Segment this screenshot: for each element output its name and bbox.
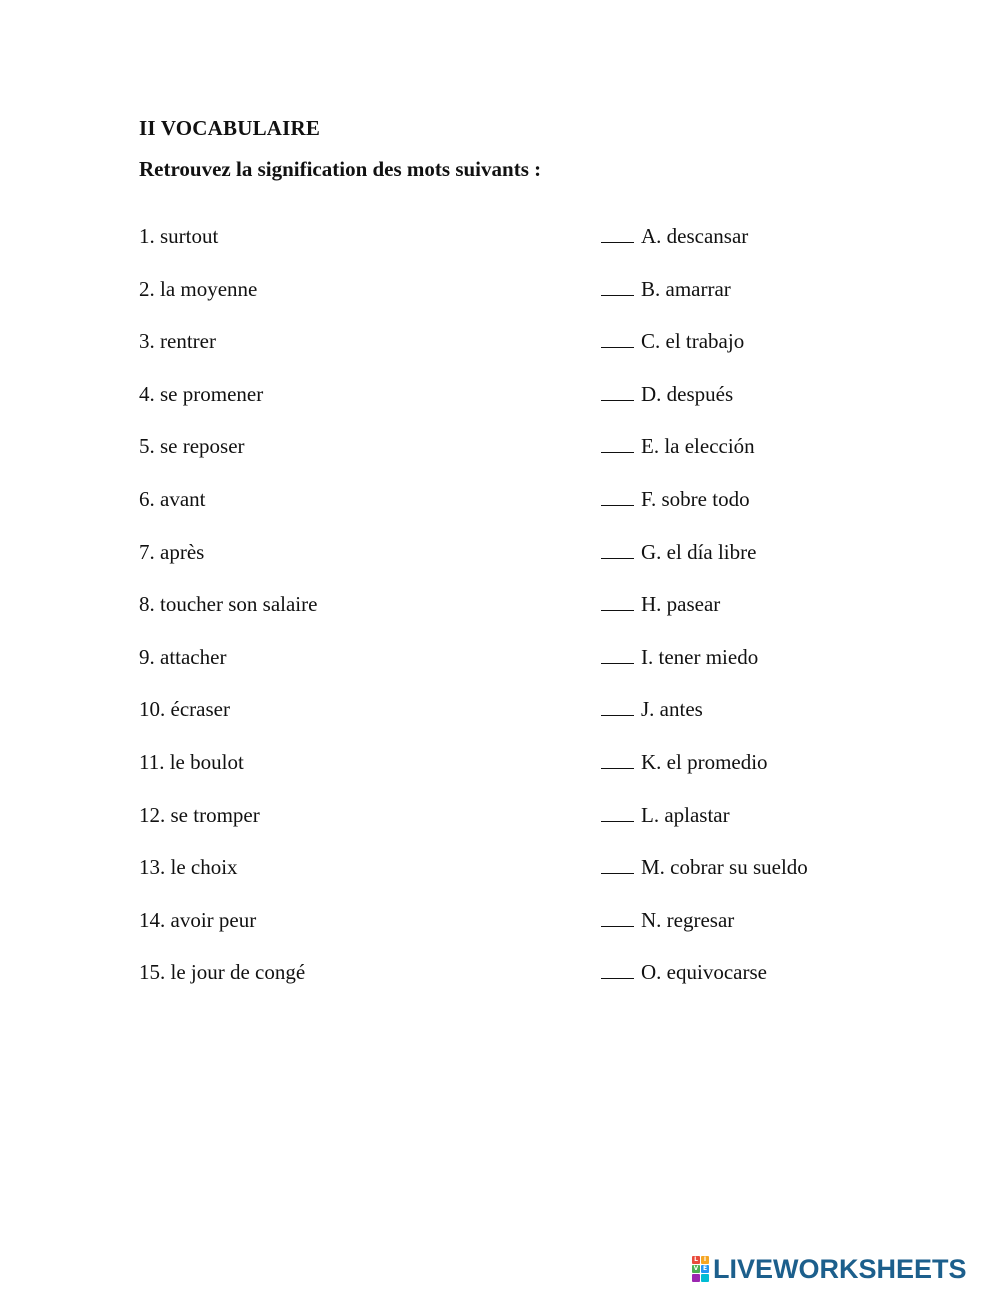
section-title: II VOCABULAIRE [139,116,321,140]
french-word-list [139,222,317,1011]
answer-blank[interactable] [601,224,634,243]
french-word-item: 3. rentrer [139,329,216,354]
answer-blank[interactable] [601,645,634,664]
answer-blank[interactable] [601,540,634,559]
liveworksheets-logo [692,1255,967,1283]
spanish-meaning-list [601,222,808,1011]
logo-text: LIVEWORKSHEETS [713,1253,967,1284]
french-word-item: 1. surtout [139,224,219,248]
answer-blank[interactable] [601,434,634,453]
french-word-item: 6. avant [139,486,206,511]
meaning-row [601,485,808,538]
meaning-text: F. sobre todo [641,486,750,511]
meaning-row [601,695,808,748]
answer-blank[interactable] [601,960,634,979]
meaning-text: L. aplastar [641,802,730,827]
meaning-text: G. el día libre [641,539,757,564]
logo-tile: I [701,1256,709,1264]
french-word-item: 7. après [139,539,205,564]
meaning-row [601,958,808,1011]
logo-mark-icon [692,1256,709,1282]
meaning-text: I. tener miedo [641,644,759,669]
meaning-text: H. pasear [641,592,721,617]
logo-tile: V [693,1265,699,1272]
meaning-text: N. regresar [641,907,735,932]
french-word-item: 13. le choix [139,855,238,880]
french-word-item: 4. se promener [139,381,264,406]
answer-blank[interactable] [601,382,634,401]
meaning-row [601,906,808,959]
french-word-item: 11. le boulot [139,749,244,774]
answer-blank[interactable] [601,592,634,611]
logo-tile [701,1274,709,1282]
meaning-row [601,380,808,433]
meaning-text: M. cobrar su sueldo [641,855,808,880]
french-word-item: 15. le jour de congé [139,960,306,985]
meaning-row [601,538,808,591]
meaning-row [601,643,808,696]
logo-tile: L [692,1256,700,1264]
french-word-item: 2. la moyenne [139,276,258,301]
meaning-row [601,327,808,380]
meaning-row [601,432,808,485]
french-word-item: 10. écraser [139,697,230,722]
meaning-text: E. la elección [641,434,755,459]
answer-blank[interactable] [601,697,634,716]
meaning-text: C. el trabajo [641,329,745,354]
french-word-item: 5. se reposer [139,434,245,459]
meaning-row [601,748,808,801]
meaning-row [601,590,808,643]
meaning-row [601,275,808,328]
french-word-item: 8. toucher son salaire [139,592,318,617]
meaning-text: A. descansar [641,224,749,248]
meaning-row [601,222,808,275]
french-word-item: 12. se tromper [139,802,260,827]
meaning-text: B. amarrar [641,276,731,301]
instruction-text: Retrouvez la signification des mots suivants : [139,157,542,181]
answer-blank[interactable] [601,750,634,769]
meaning-text: O. equivocarse [641,960,767,985]
meaning-row [601,853,808,906]
answer-blank[interactable] [601,855,634,874]
meaning-text: D. después [641,381,734,406]
answer-blank[interactable] [601,487,634,506]
answer-blank[interactable] [601,908,634,927]
meaning-text: J. antes [641,697,703,722]
answer-blank[interactable] [601,277,634,296]
logo-tile: E [702,1265,708,1272]
meaning-row [601,801,808,854]
logo-tile [692,1274,700,1282]
meaning-text: K. el promedio [641,749,768,774]
answer-blank[interactable] [601,803,634,822]
answer-blank[interactable] [601,329,634,348]
french-word-item: 9. attacher [139,644,227,669]
french-word-item: 14. avoir peur [139,907,257,932]
